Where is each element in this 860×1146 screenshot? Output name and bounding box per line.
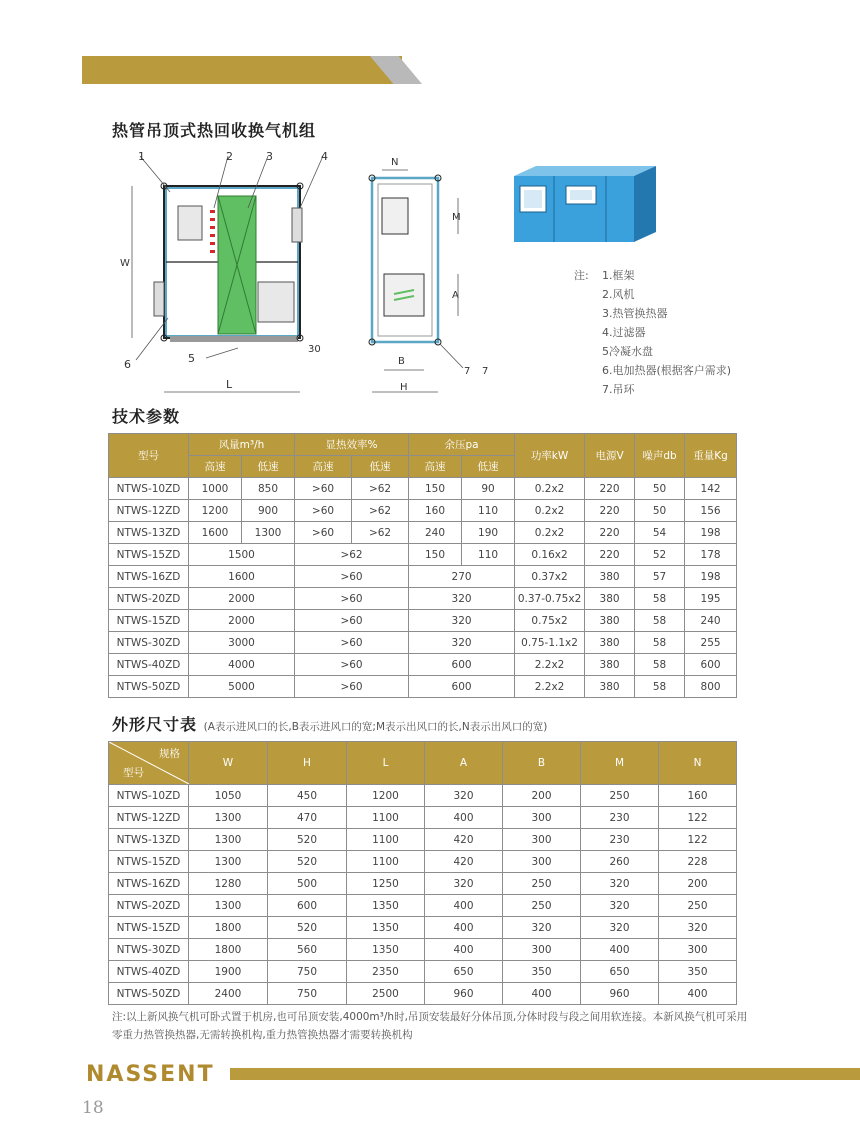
cell: 1800 xyxy=(189,939,268,961)
cell: >60 xyxy=(295,654,409,676)
th-high: 高速 xyxy=(189,456,242,478)
th-col: N xyxy=(659,742,737,785)
section-title: 热管吊顶式热回收换气机组 xyxy=(112,121,317,140)
cell: >60 xyxy=(295,588,409,610)
dims-title xyxy=(112,712,547,735)
cell: 260 xyxy=(581,851,659,873)
notes-head: 注: xyxy=(574,269,589,282)
table-row xyxy=(109,917,737,939)
inlet-opening xyxy=(384,274,424,316)
cell: >60 xyxy=(295,566,409,588)
cell: 160 xyxy=(409,500,462,522)
cell: 142 xyxy=(685,478,737,500)
dims-subtitle: (A表示进风口的长,B表示进风口的宽;M表示出风口的长,N表示出风口的宽) xyxy=(203,721,548,733)
cell: 1300 xyxy=(242,522,295,544)
cell: 250 xyxy=(503,873,581,895)
cell: 198 xyxy=(685,522,737,544)
cell: 420 xyxy=(425,829,503,851)
tech-params-table xyxy=(108,433,737,698)
filter-right xyxy=(292,208,302,242)
th-airflow: 风量m³/h xyxy=(189,434,295,456)
dim-h-label: H xyxy=(400,382,408,393)
table-row xyxy=(109,807,737,829)
corner-top: 规格 xyxy=(159,748,180,760)
table-row xyxy=(109,785,737,807)
cell: 2.2x2 xyxy=(515,676,585,698)
cell-model: NTWS-20ZD xyxy=(109,588,189,610)
cell-model: NTWS-50ZD xyxy=(109,676,189,698)
cell: 600 xyxy=(409,676,515,698)
cell: >60 xyxy=(295,610,409,632)
cell: >60 xyxy=(295,522,352,544)
th-efficiency: 显热效率% xyxy=(295,434,409,456)
cell: 380 xyxy=(585,566,635,588)
note-item: 1.框架 xyxy=(602,269,635,282)
cell: 350 xyxy=(659,961,737,983)
cell: 0.2x2 xyxy=(515,500,585,522)
cell: 850 xyxy=(242,478,295,500)
callout-1: 1 xyxy=(138,150,145,163)
th-voltage: 电源V xyxy=(585,434,635,478)
cell: 0.75x2 xyxy=(515,610,585,632)
cell: 0.16x2 xyxy=(515,544,585,566)
th-high: 高速 xyxy=(295,456,352,478)
cell: 750 xyxy=(268,983,347,1005)
cell: 520 xyxy=(268,829,347,851)
cell: 380 xyxy=(585,610,635,632)
th-low: 低速 xyxy=(242,456,295,478)
table-row xyxy=(109,544,737,566)
note-item: 4.过滤器 xyxy=(602,326,646,339)
cell: 1280 xyxy=(189,873,268,895)
cell: 200 xyxy=(659,873,737,895)
th-low: 低速 xyxy=(352,456,409,478)
cell: 156 xyxy=(685,500,737,522)
cell: 400 xyxy=(425,895,503,917)
fan-upper xyxy=(178,206,202,240)
cell: 1100 xyxy=(347,829,425,851)
note-item: 6.电加热器(根据客户需求) xyxy=(602,364,732,377)
cell: 960 xyxy=(581,983,659,1005)
table-row xyxy=(109,632,737,654)
cell: 220 xyxy=(585,478,635,500)
cell-model: NTWS-30ZD xyxy=(109,939,189,961)
cell: 400 xyxy=(503,983,581,1005)
cell: 1250 xyxy=(347,873,425,895)
th-col: B xyxy=(503,742,581,785)
cell: 300 xyxy=(659,939,737,961)
cell: 230 xyxy=(581,807,659,829)
table-row xyxy=(109,983,737,1005)
cell-model: NTWS-40ZD xyxy=(109,654,189,676)
cell: 320 xyxy=(581,873,659,895)
dimensions-table xyxy=(108,741,737,1005)
cell: 122 xyxy=(659,829,737,851)
cell: 52 xyxy=(635,544,685,566)
cell: 500 xyxy=(268,873,347,895)
dims-title-text: 外形尺寸表 xyxy=(112,715,198,734)
cell: 380 xyxy=(585,632,635,654)
cell: 1900 xyxy=(189,961,268,983)
cell-model: NTWS-16ZD xyxy=(109,873,189,895)
cell: 320 xyxy=(581,917,659,939)
cell: 220 xyxy=(585,500,635,522)
th-corner xyxy=(109,742,189,785)
cell: 50 xyxy=(635,478,685,500)
cell-model: NTWS-20ZD xyxy=(109,895,189,917)
cell: 400 xyxy=(425,939,503,961)
table-row xyxy=(109,939,737,961)
cell: >62 xyxy=(352,500,409,522)
cell: 220 xyxy=(585,522,635,544)
cell: 350 xyxy=(503,961,581,983)
callout-7b: 7 xyxy=(482,366,489,377)
th-col: L xyxy=(347,742,425,785)
cell: 600 xyxy=(685,654,737,676)
cell-model: NTWS-30ZD xyxy=(109,632,189,654)
cell: 380 xyxy=(585,588,635,610)
callout-2: 2 xyxy=(226,150,233,163)
corner-bottom: 型号 xyxy=(123,767,144,779)
dim-l-label: L xyxy=(226,378,233,391)
table-row xyxy=(109,654,737,676)
cell: 50 xyxy=(635,500,685,522)
cell: 230 xyxy=(581,829,659,851)
cell: 520 xyxy=(268,917,347,939)
brand-logo-text: NASSENT xyxy=(86,1062,215,1087)
cell: 5000 xyxy=(189,676,295,698)
condensate-pan xyxy=(170,336,298,342)
th-col: M xyxy=(581,742,659,785)
cell: 4000 xyxy=(189,654,295,676)
table-row xyxy=(109,895,737,917)
cell: 1000 xyxy=(189,478,242,500)
cell: 2.2x2 xyxy=(515,654,585,676)
cell: 2350 xyxy=(347,961,425,983)
cell: >62 xyxy=(352,522,409,544)
cell: >62 xyxy=(295,544,409,566)
cell-model: NTWS-50ZD xyxy=(109,983,189,1005)
cell: 250 xyxy=(581,785,659,807)
cell: 400 xyxy=(659,983,737,1005)
cell-model: NTWS-10ZD xyxy=(109,785,189,807)
cell: 220 xyxy=(585,544,635,566)
cell: 1350 xyxy=(347,939,425,961)
header-band xyxy=(82,56,402,84)
notes-list xyxy=(574,266,731,399)
cell: 110 xyxy=(462,500,515,522)
cell: 160 xyxy=(659,785,737,807)
table-row xyxy=(109,961,737,983)
cell: 270 xyxy=(409,566,515,588)
footnote: 注:以上新风换气机可卧式置于机房,也可吊顶安装,4000m³/h时,吊顶安装最好分体吊顶,分体时段与段之间用软连接。本新风换气机可采用零重力热管换热器,无需转换机构,重力热管换热器才需要转换机构 xyxy=(112,1011,748,1041)
cell: 600 xyxy=(268,895,347,917)
cell: 198 xyxy=(685,566,737,588)
cell: 54 xyxy=(635,522,685,544)
table-row xyxy=(109,588,737,610)
dim-b-label: B xyxy=(398,356,405,367)
cell: 1300 xyxy=(189,895,268,917)
table-row xyxy=(109,676,737,698)
th-power: 功率kW xyxy=(515,434,585,478)
note-item: 3.热管换热器 xyxy=(602,307,668,320)
cell: >62 xyxy=(352,478,409,500)
fan-lower xyxy=(258,282,294,322)
cell: 57 xyxy=(635,566,685,588)
cell: 122 xyxy=(659,807,737,829)
cell: 320 xyxy=(425,873,503,895)
tech-params-title: 技术参数 xyxy=(112,407,181,426)
filter-left xyxy=(154,282,164,316)
cell: 90 xyxy=(462,478,515,500)
cell: 300 xyxy=(503,829,581,851)
cell-model: NTWS-10ZD xyxy=(109,478,189,500)
cell: 195 xyxy=(685,588,737,610)
table-row xyxy=(109,851,737,873)
cell: 900 xyxy=(242,500,295,522)
cell: 470 xyxy=(268,807,347,829)
cell-model: NTWS-15ZD xyxy=(109,544,189,566)
th-pressure: 余压pa xyxy=(409,434,515,456)
note-item: 7.吊环 xyxy=(602,383,635,396)
note-item: 5冷凝水盘 xyxy=(602,345,653,358)
cell: 2000 xyxy=(189,588,295,610)
cell-model: NTWS-15ZD xyxy=(109,851,189,873)
cell: 3000 xyxy=(189,632,295,654)
cell: 380 xyxy=(585,654,635,676)
th-low: 低速 xyxy=(462,456,515,478)
th-col: H xyxy=(268,742,347,785)
cell: 650 xyxy=(425,961,503,983)
callout-5: 5 xyxy=(188,352,195,365)
callout-6: 6 xyxy=(124,358,131,371)
cell: 400 xyxy=(581,939,659,961)
cell: 240 xyxy=(685,610,737,632)
cell: 0.37-0.75x2 xyxy=(515,588,585,610)
cell: 2000 xyxy=(189,610,295,632)
cell: 450 xyxy=(268,785,347,807)
cell: 600 xyxy=(409,654,515,676)
cell-model: NTWS-12ZD xyxy=(109,500,189,522)
cell: 58 xyxy=(635,676,685,698)
unit-drawing xyxy=(118,148,498,400)
cell-model: NTWS-13ZD xyxy=(109,829,189,851)
cell: 320 xyxy=(409,610,515,632)
callout-3: 3 xyxy=(266,150,273,163)
cell: 1350 xyxy=(347,895,425,917)
cell-model: NTWS-15ZD xyxy=(109,610,189,632)
callout-7a: 7 xyxy=(464,366,471,377)
cell-model: NTWS-16ZD xyxy=(109,566,189,588)
dim-n-label: N xyxy=(391,157,399,168)
cell-model: NTWS-13ZD xyxy=(109,522,189,544)
cell: 2400 xyxy=(189,983,268,1005)
cell: 178 xyxy=(685,544,737,566)
cell: 320 xyxy=(409,632,515,654)
table-row xyxy=(109,500,737,522)
cell: 380 xyxy=(585,676,635,698)
cell: 750 xyxy=(268,961,347,983)
cell: 800 xyxy=(685,676,737,698)
cell-model: NTWS-40ZD xyxy=(109,961,189,983)
cell: 190 xyxy=(462,522,515,544)
th-noise: 噪声db xyxy=(635,434,685,478)
cell: 400 xyxy=(425,917,503,939)
cell: 320 xyxy=(503,917,581,939)
cell: 255 xyxy=(685,632,737,654)
th-col: W xyxy=(189,742,268,785)
cell: >60 xyxy=(295,676,409,698)
cell: 1300 xyxy=(189,807,268,829)
table-row xyxy=(109,829,737,851)
table-row xyxy=(109,873,737,895)
cell: 300 xyxy=(503,807,581,829)
th-col: A xyxy=(425,742,503,785)
cell: 300 xyxy=(503,939,581,961)
cell: 400 xyxy=(425,807,503,829)
cell: 0.2x2 xyxy=(515,522,585,544)
cell: 200 xyxy=(503,785,581,807)
cell: 300 xyxy=(503,851,581,873)
cell: 320 xyxy=(581,895,659,917)
cell: 1200 xyxy=(189,500,242,522)
outlet-opening xyxy=(382,198,408,234)
cell: 560 xyxy=(268,939,347,961)
page-number: 18 xyxy=(82,1098,104,1118)
th-weight: 重量Kg xyxy=(685,434,737,478)
cell: 58 xyxy=(635,632,685,654)
cell: 250 xyxy=(659,895,737,917)
cell: >60 xyxy=(295,500,352,522)
cell: 1300 xyxy=(189,829,268,851)
cell-model: NTWS-15ZD xyxy=(109,917,189,939)
cell: 1200 xyxy=(347,785,425,807)
cell: 320 xyxy=(409,588,515,610)
cell: 240 xyxy=(409,522,462,544)
cell: 150 xyxy=(409,478,462,500)
cell: 0.2x2 xyxy=(515,478,585,500)
cell: 520 xyxy=(268,851,347,873)
cell: 320 xyxy=(425,785,503,807)
callout-4: 4 xyxy=(321,150,328,163)
table-row xyxy=(109,566,737,588)
cell: 0.75-1.1x2 xyxy=(515,632,585,654)
cell: 228 xyxy=(659,851,737,873)
note-item: 2.风机 xyxy=(602,288,635,301)
cell: >60 xyxy=(295,632,409,654)
cell: 1300 xyxy=(189,851,268,873)
dim-w-label: W xyxy=(120,258,130,269)
table-row xyxy=(109,478,737,500)
cell: >60 xyxy=(295,478,352,500)
cell: 1350 xyxy=(347,917,425,939)
cell: 58 xyxy=(635,654,685,676)
cell: 420 xyxy=(425,851,503,873)
cell: 1600 xyxy=(189,566,295,588)
dim-m-label: M xyxy=(452,212,461,223)
dim-30-label: 30 xyxy=(308,344,321,355)
product-photo xyxy=(510,162,660,246)
cell: 1100 xyxy=(347,807,425,829)
cell: 150 xyxy=(409,544,462,566)
brand-bar xyxy=(230,1068,860,1080)
cell: 1500 xyxy=(189,544,295,566)
cell: 960 xyxy=(425,983,503,1005)
cell: 58 xyxy=(635,610,685,632)
cell: 0.37x2 xyxy=(515,566,585,588)
table-row xyxy=(109,610,737,632)
dim-a-label: A xyxy=(452,290,459,301)
cell: 1800 xyxy=(189,917,268,939)
th-high: 高速 xyxy=(409,456,462,478)
cell: 250 xyxy=(503,895,581,917)
th-model: 型号 xyxy=(109,434,189,478)
cell: 320 xyxy=(659,917,737,939)
cell: 1050 xyxy=(189,785,268,807)
cell-model: NTWS-12ZD xyxy=(109,807,189,829)
cell: 1600 xyxy=(189,522,242,544)
cell: 58 xyxy=(635,588,685,610)
cell: 2500 xyxy=(347,983,425,1005)
table-row xyxy=(109,522,737,544)
cell: 650 xyxy=(581,961,659,983)
cell: 110 xyxy=(462,544,515,566)
cell: 1100 xyxy=(347,851,425,873)
